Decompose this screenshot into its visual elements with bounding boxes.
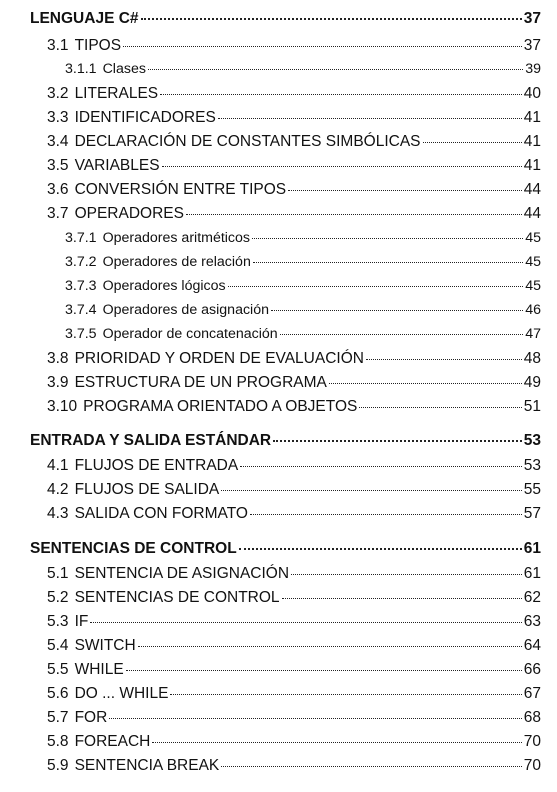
toc-section-entry bbox=[65, 61, 541, 77]
toc-section-entry bbox=[47, 661, 541, 679]
toc-section-entry bbox=[47, 481, 541, 499]
toc-entry-page-number: 57 bbox=[523, 505, 541, 522]
toc-entry-number: 3.7.1 bbox=[65, 230, 97, 246]
toc-entry-number: 3.10 bbox=[47, 398, 78, 415]
toc-entry-title: SWITCH bbox=[74, 637, 136, 654]
toc-entry-number: 3.2 bbox=[47, 85, 69, 102]
toc-entry-page-number: 55 bbox=[523, 481, 541, 498]
toc-section-entry bbox=[47, 757, 541, 775]
toc-section-entry bbox=[47, 37, 541, 55]
dot-leader bbox=[252, 238, 523, 239]
toc-section-entry bbox=[47, 709, 541, 727]
toc-entry-number: 4.3 bbox=[47, 505, 69, 522]
toc-entry-title: FLUJOS DE ENTRADA bbox=[74, 457, 239, 474]
toc-entry-title: FOR bbox=[74, 709, 108, 726]
toc-entry-number: 3.7 bbox=[47, 205, 69, 222]
toc-section-entry bbox=[47, 374, 541, 392]
toc-entry-title: SALIDA CON FORMATO bbox=[74, 505, 248, 522]
toc-entry-page-number: 68 bbox=[523, 709, 541, 726]
toc-entry-title: Operador de concatenación bbox=[102, 326, 278, 342]
toc-entry-number: 5.4 bbox=[47, 637, 69, 654]
toc-section-entry bbox=[47, 637, 541, 655]
toc-entry-page-number: 37 bbox=[523, 37, 541, 54]
toc-entry-number: 5.5 bbox=[47, 661, 69, 678]
dot-leader bbox=[288, 190, 522, 191]
toc-entry-number: 5.6 bbox=[47, 685, 69, 702]
toc-entry-title: ENTRADA Y SALIDA ESTÁNDAR bbox=[30, 432, 272, 449]
dot-leader bbox=[240, 466, 522, 467]
toc-entry-title: PRIORIDAD Y ORDEN DE EVALUACIÓN bbox=[74, 350, 364, 367]
dot-leader bbox=[126, 670, 522, 671]
toc-entry-page-number: 64 bbox=[523, 637, 541, 654]
toc-section-entry bbox=[47, 505, 541, 523]
toc-section-entry bbox=[47, 685, 541, 703]
toc-entry-number: 5.2 bbox=[47, 589, 69, 606]
toc-entry-page-number: 45 bbox=[525, 278, 541, 294]
dot-leader bbox=[329, 383, 522, 384]
dot-leader bbox=[366, 359, 522, 360]
toc-entry-page-number: 63 bbox=[523, 613, 541, 630]
toc-entry-page-number: 70 bbox=[523, 733, 541, 750]
toc-entry-page-number: 45 bbox=[525, 230, 541, 246]
toc-chapter-entry bbox=[30, 540, 541, 558]
dot-leader bbox=[253, 262, 523, 263]
toc-entry-page-number: 46 bbox=[525, 302, 541, 318]
dot-leader bbox=[221, 490, 521, 491]
toc-entry-title: IF bbox=[74, 613, 89, 630]
dot-leader bbox=[423, 142, 522, 143]
toc-entry-title: FLUJOS DE SALIDA bbox=[74, 481, 220, 498]
dot-leader bbox=[186, 214, 522, 215]
toc-entry-number: 3.5 bbox=[47, 157, 69, 174]
toc-entry-title: Operadores aritméticos bbox=[102, 230, 251, 246]
dot-leader bbox=[162, 166, 522, 167]
dot-leader bbox=[152, 742, 521, 743]
toc-entry-page-number: 37 bbox=[523, 10, 541, 27]
dot-leader bbox=[359, 407, 521, 408]
toc-section-entry bbox=[65, 302, 541, 318]
dot-leader bbox=[221, 766, 521, 767]
toc-section-entry bbox=[47, 350, 541, 368]
toc-entry-page-number: 41 bbox=[523, 109, 541, 126]
toc-entry-page-number: 48 bbox=[523, 350, 541, 367]
toc-entry-title: DECLARACIÓN DE CONSTANTES SIMBÓLICAS bbox=[74, 133, 421, 150]
toc-entry-number: 5.9 bbox=[47, 757, 69, 774]
toc-entry-page-number: 66 bbox=[523, 661, 541, 678]
toc-entry-number: 3.9 bbox=[47, 374, 69, 391]
toc-entry-number: 3.4 bbox=[47, 133, 69, 150]
toc-entry-page-number: 41 bbox=[523, 133, 541, 150]
toc-entry-page-number: 53 bbox=[523, 457, 541, 474]
toc-entry-number: 4.2 bbox=[47, 481, 69, 498]
toc-entry-title: SENTENCIAS DE CONTROL bbox=[74, 589, 280, 606]
dot-leader bbox=[170, 694, 521, 695]
toc-entry-number: 5.8 bbox=[47, 733, 69, 750]
dot-leader bbox=[90, 622, 521, 623]
toc-entry-title: CONVERSIÓN ENTRE TIPOS bbox=[74, 181, 287, 198]
toc-section-entry bbox=[65, 326, 541, 342]
toc-entry-title: SENTENCIA DE ASIGNACIÓN bbox=[74, 565, 290, 582]
toc-entry-page-number: 39 bbox=[525, 61, 541, 77]
toc-entry-title: SENTENCIAS DE CONTROL bbox=[30, 540, 237, 557]
toc-section-entry bbox=[47, 181, 541, 199]
toc-entry-page-number: 44 bbox=[523, 181, 541, 198]
toc-section-entry bbox=[47, 398, 541, 416]
toc-chapter-entry bbox=[30, 10, 541, 28]
dot-leader bbox=[250, 514, 522, 515]
toc-entry-page-number: 49 bbox=[523, 374, 541, 391]
toc-entry-page-number: 47 bbox=[525, 326, 541, 342]
toc-entry-title: WHILE bbox=[74, 661, 124, 678]
toc-entry-page-number: 61 bbox=[523, 540, 541, 557]
dot-leader bbox=[141, 18, 522, 20]
toc-section-entry bbox=[47, 157, 541, 175]
toc-entry-title: FOREACH bbox=[74, 733, 151, 750]
toc-entry-number: 3.8 bbox=[47, 350, 69, 367]
toc-entry-page-number: 41 bbox=[523, 157, 541, 174]
toc-entry-page-number: 53 bbox=[523, 432, 541, 449]
toc-entry-title: PROGRAMA ORIENTADO A OBJETOS bbox=[83, 398, 358, 415]
dot-leader bbox=[123, 46, 522, 47]
toc-entry-number: 3.7.2 bbox=[65, 254, 97, 270]
toc-entry-title: Operadores de relación bbox=[102, 254, 251, 270]
dot-leader bbox=[280, 334, 524, 335]
toc-entry-page-number: 61 bbox=[523, 565, 541, 582]
toc-entry-number: 3.7.4 bbox=[65, 302, 97, 318]
toc-section-entry bbox=[47, 133, 541, 151]
toc-section-entry bbox=[47, 205, 541, 223]
toc-entry-number: 3.1.1 bbox=[65, 61, 97, 77]
toc-entry-page-number: 51 bbox=[523, 398, 541, 415]
toc-entry-page-number: 62 bbox=[523, 589, 541, 606]
toc-section-entry bbox=[47, 613, 541, 631]
dot-leader bbox=[148, 69, 523, 70]
dot-leader bbox=[228, 286, 524, 287]
dot-leader bbox=[282, 598, 522, 599]
toc-entry-title: LENGUAJE C# bbox=[30, 10, 139, 27]
toc-section-entry bbox=[47, 109, 541, 127]
toc-entry-title: Operadores de asignación bbox=[102, 302, 269, 318]
dot-leader bbox=[271, 310, 523, 311]
toc-entry-number: 5.3 bbox=[47, 613, 69, 630]
toc-entry-title: OPERADORES bbox=[74, 205, 184, 222]
toc-chapter-entry bbox=[30, 432, 541, 450]
toc-entry-number: 3.6 bbox=[47, 181, 69, 198]
toc-entry-page-number: 40 bbox=[523, 85, 541, 102]
toc-section-entry bbox=[47, 457, 541, 475]
toc-section-entry bbox=[65, 230, 541, 246]
dot-leader bbox=[109, 718, 521, 719]
toc-entry-title: TIPOS bbox=[74, 37, 122, 54]
toc-section-entry bbox=[47, 565, 541, 583]
toc-section-entry bbox=[65, 254, 541, 270]
toc-entry-number: 3.7.3 bbox=[65, 278, 97, 294]
toc-entry-title: VARIABLES bbox=[74, 157, 160, 174]
toc-entry-title: ESTRUCTURA DE UN PROGRAMA bbox=[74, 374, 327, 391]
toc-entry-title: SENTENCIA BREAK bbox=[74, 757, 220, 774]
toc-entry-page-number: 45 bbox=[525, 254, 541, 270]
toc-entry-number: 3.1 bbox=[47, 37, 69, 54]
toc-entry-title: LITERALES bbox=[74, 85, 159, 102]
dot-leader bbox=[273, 440, 522, 442]
dot-leader bbox=[291, 574, 522, 575]
toc-section-entry bbox=[47, 733, 541, 751]
dot-leader bbox=[160, 94, 522, 95]
dot-leader bbox=[218, 118, 522, 119]
dot-leader bbox=[239, 548, 522, 550]
toc-section-entry bbox=[65, 278, 541, 294]
toc-entry-number: 3.7.5 bbox=[65, 326, 97, 342]
toc-entry-number: 5.1 bbox=[47, 565, 69, 582]
toc-section-entry bbox=[47, 589, 541, 607]
toc-entry-title: Clases bbox=[102, 61, 146, 77]
toc-entry-title: IDENTIFICADORES bbox=[74, 109, 216, 126]
toc-entry-page-number: 44 bbox=[523, 205, 541, 222]
dot-leader bbox=[138, 646, 522, 647]
toc-entry-number: 5.7 bbox=[47, 709, 69, 726]
toc-entry-page-number: 70 bbox=[523, 757, 541, 774]
toc-section-entry bbox=[47, 85, 541, 103]
toc-entry-title: DO ... WHILE bbox=[74, 685, 169, 702]
toc-entry-page-number: 67 bbox=[523, 685, 541, 702]
toc-entry-title: Operadores lógicos bbox=[102, 278, 226, 294]
toc-entry-number: 3.3 bbox=[47, 109, 69, 126]
toc-entry-number: 4.1 bbox=[47, 457, 69, 474]
